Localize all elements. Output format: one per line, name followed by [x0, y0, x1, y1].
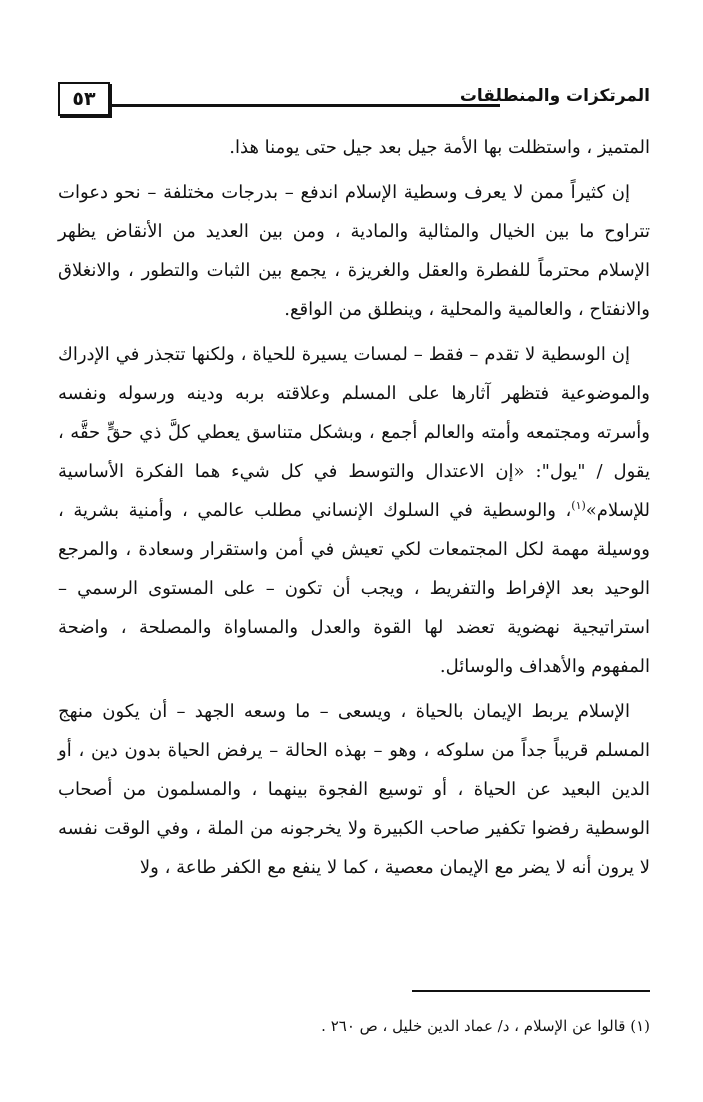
page-header: [58, 80, 650, 120]
paragraph: إن كثيراً ممن لا يعرف وسطية الإسلام اندفع – بدرجات مختلفة – نحو دعوات تتراوح ما بين الخيال والمثالية والمادية ، ومن بين العديد من الأنقاض يظهر الإسلام محترماً للفطرة والعقل والغريزة ، يجمع بين الثبات والتطور ، والانغلاق والانفتاح ، والعالمية والمحلية ، وينطلق من الواقع.: [58, 182, 650, 320]
page-number: ٥٣: [58, 82, 110, 116]
paragraph: الإسلام يربط الإيمان بالحياة ، ويسعى – ما وسعه الجهد – أن يكون منهج المسلم قريباً جداً من سلوكه ، وهو – بهذه الحالة – يرفض الحياة بدون دين ، أو الدين البعيد عن الحياة ، أو توسيع الفجوة بينهما ، والمسلمون من أصحاب الوسطية رفضوا تكفير صاحب الكبيرة ولا يخرجونه من الملة ، وفي الوقت نفسه لا يرون أنه لا يضر مع الإيمان معصية ، كما لا ينفع مع الكفر طاعة ، ولا: [58, 701, 650, 878]
paragraph-quote-text: إن الوسطية لا تقدم – فقط – لمسات يسيرة للحياة ، ولكنها تتجذر في الإدراك والموضوعية فتظهر آثارها على المسلم وعلاقته بربه ودينه ورسوله ونفسه وأسرته ومجتمعه وأمته والعالم أجمع ، وبشكل متناسق يعطي كلَّ ذي حقٍّ حقَّه ، يقول / "يول": «إن الاعتدال والتوسط في كل شيء هما الفكرة الأساسية للإسلام»: [58, 344, 650, 521]
paragraph-with-quote: [58, 335, 650, 686]
footnote-rule: [412, 990, 650, 992]
header-rule: [110, 104, 500, 107]
body-text: [58, 128, 650, 893]
paragraph-continuation: المتميز ، واستظلت بها الأمة جيل بعد جيل حتى يومنا هذا.: [229, 137, 650, 158]
footnote: (١) قالوا عن الإسلام ، د/ عماد الدين خليل ، ص ٢٦٠ .: [321, 1017, 650, 1035]
running-title: المرتكزات والمنطلقات: [459, 86, 650, 106]
footnote-reference[interactable]: (١): [571, 499, 586, 512]
paragraph-quote-tail: ، والوسطية في السلوك الإنساني مطلب عالمي ، وأمنية بشرية ، ووسيلة مهمة لكل المجتمعات لكي تعيش في أمن واستقرار وسعادة ، والمرجع الوحيد بعد الإفراط والتفريط ، ويجب أن تكون – على المستوى الرسمي – استراتيجية نهضوية تعضد لها القوة والعدل والمساواة والمصلحة ، واضحة المفهوم والأهداف والوسائل.: [58, 500, 650, 677]
